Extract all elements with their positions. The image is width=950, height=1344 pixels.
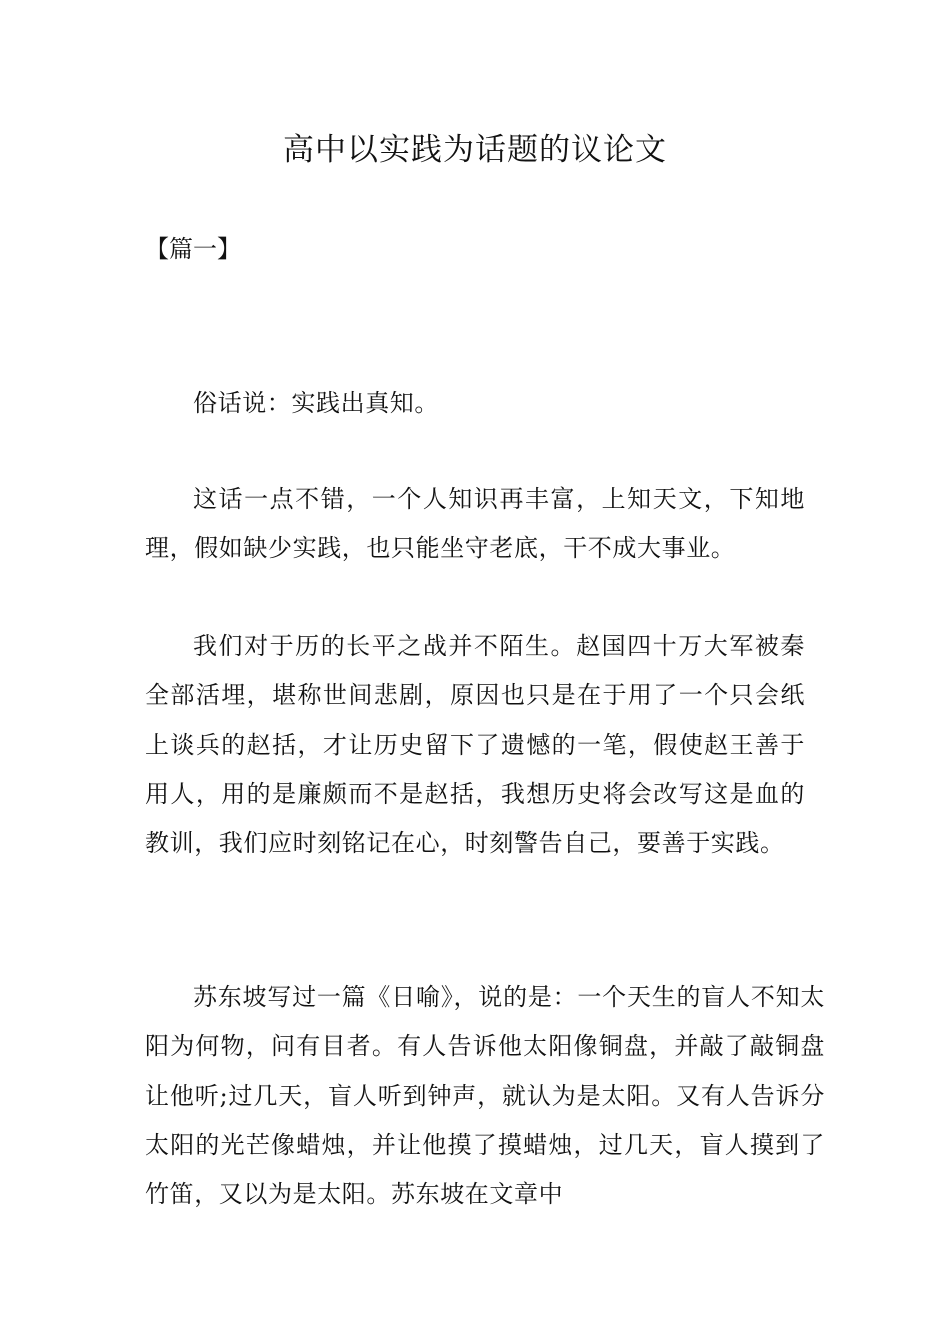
section-label: 【篇一】 <box>145 235 241 263</box>
paragraph-4: 苏东坡写过一篇《日喻》，说的是：一个天生的盲人不知太阳为何物，问有目者。有人告诉他太阳像铜盘，并敲了敲铜盘让他听;过几天，盲人听到钟声，就认为是太阳。又有人告诉分太阳的光芒像蜡烛，并让他摸了摸蜡烛，过几天，盲人摸到了竹笛，又以为是太阳。苏东坡在文章中 <box>145 983 825 1209</box>
paragraph-2: 这话一点不错，一个人知识再丰富，上知天文，下知地理，假如缺少实践，也只能坐守老底，干不成大事业。 <box>145 485 805 563</box>
document-title: 高中以实践为话题的议论文 <box>283 132 667 168</box>
paragraph-3: 我们对于历的长平之战并不陌生。赵国四十万大军被秦全部活埋，堪称世间悲剧，原因也只是在于用了一个只会纸上谈兵的赵括，才让历史留下了遗憾的一笔，假使赵王善于用人，用的是廉颇而不是赵括，我想历史将会改写这是血的教训，我们应时刻铭记在心，时刻警告自己，要善于实践。 <box>145 632 805 858</box>
paragraph-1: 俗话说：实践出真知。 <box>193 389 439 417</box>
